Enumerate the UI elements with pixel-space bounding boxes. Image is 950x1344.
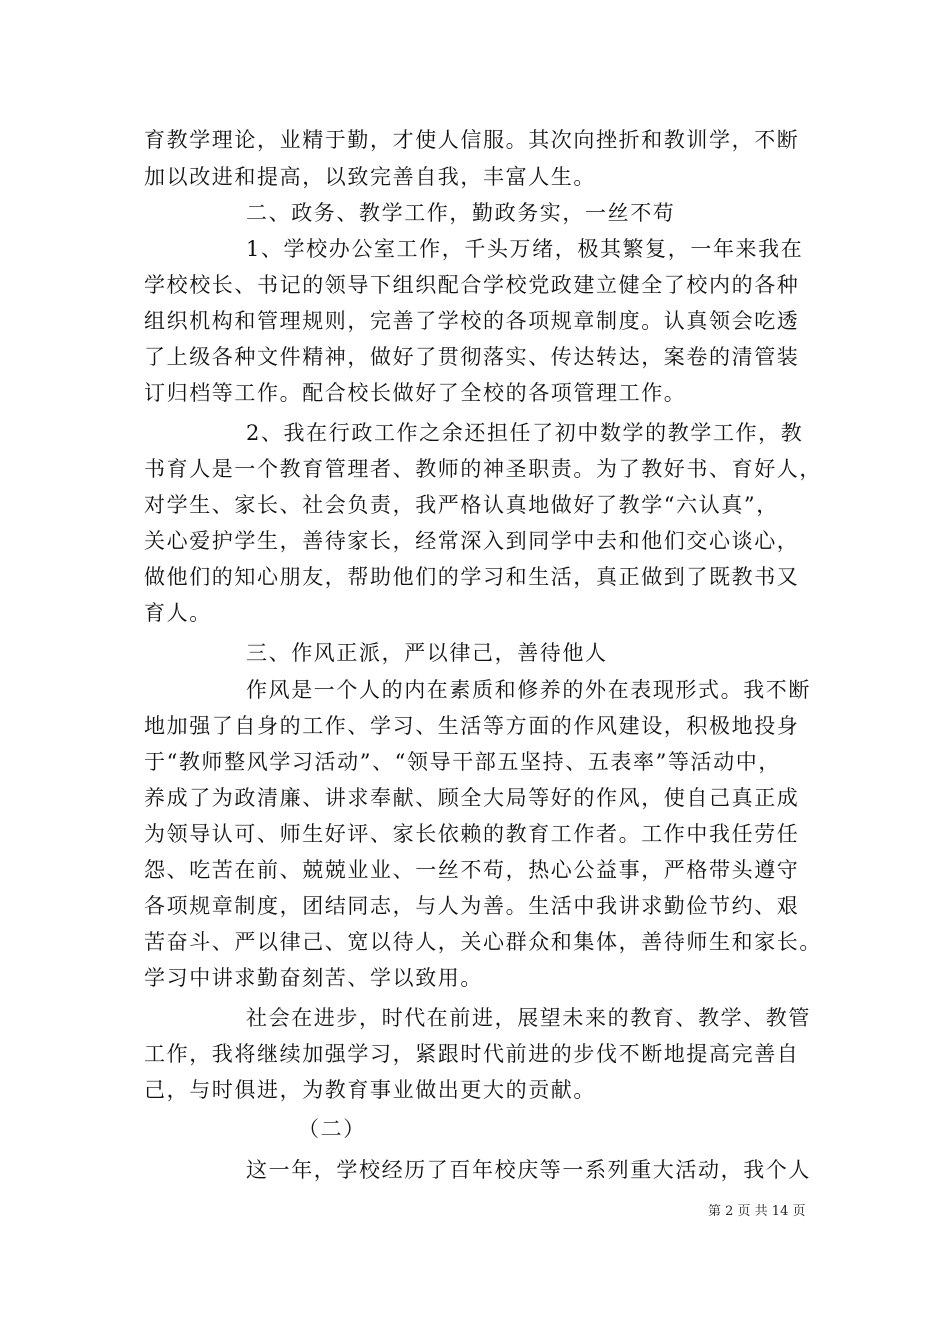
section-number: （二） — [298, 1117, 366, 1141]
text-line: 各项规章制度，团结同志，与人为善。生活中我讲求勤俭节约、艰 — [144, 894, 800, 918]
text-line: 组织机构和管理规则，完善了学校的各项规章制度。认真领会吃透 — [144, 309, 800, 333]
text-line: 己，与时俱进，为教育事业做出更大的贡献。 — [144, 1078, 596, 1102]
text-line: 工作，我将继续加强学习，紧跟时代前进的步伐不断地提高完善自 — [144, 1042, 800, 1066]
section-heading: 三、作风正派，严以律己，善待他人 — [246, 641, 608, 665]
text-line: 订归档等工作。配合校长做好了全校的各项管理工作。 — [144, 381, 687, 405]
text-line: 加以改进和提高，以致完善自我，丰富人生。 — [144, 165, 596, 189]
text-line: 2、我在行政工作之余还担任了初中数学的教学工作，教 — [246, 421, 804, 445]
page-number-footer: 第 2 页 共 14 页 — [708, 1204, 806, 1219]
text-line: 对学生、家长、社会负责，我严格认真地做好了教学“六认真”， — [144, 493, 779, 517]
text-line: 作风是一个人的内在素质和修养的外在表现形式。我不断 — [246, 678, 811, 702]
text-line: 为领导认可、师生好评、家长依赖的教育工作者。工作中我任劳任 — [144, 822, 800, 846]
text-line: 关心爱护学生，善待家长，经常深入到同学中去和他们交心谈心， — [144, 529, 800, 553]
text-line: 怨、吃苦在前、兢兢业业、一丝不苟，热心公益事，严格带头遵守 — [144, 858, 800, 882]
text-line: 于“教师整风学习活动”、“领导干部五坚持、五表率”等活动中， — [144, 750, 781, 774]
text-line: 了上级各种文件精神，做好了贯彻落实、传达转达，案卷的清管装 — [144, 345, 800, 369]
text-line: 1、学校办公室工作，千头万绪，极其繁复，一年来我在 — [246, 237, 804, 261]
text-line: 这一年，学校经历了百年校庆等一系列重大活动，我个人 — [246, 1158, 811, 1182]
text-line: 苦奋斗、严以律己、宽以待人，关心群众和集体，善待师生和家长。 — [144, 930, 822, 954]
text-line: 书育人是一个教育管理者、教师的神圣职责。为了教好书、育好人， — [144, 457, 822, 481]
text-line: 育教学理论，业精于勤，才使人信服。其次向挫折和教训学，不断 — [144, 128, 800, 152]
text-line: 做他们的知心朋友，帮助他们的学习和生活，真正做到了既教书又 — [144, 565, 800, 589]
text-line: 育人。 — [144, 601, 212, 625]
text-line: 学校校长、书记的领导下组织配合学校党政建立健全了校内的各种 — [144, 273, 800, 297]
text-line: 学习中讲求勤奋刻苦、学以致用。 — [144, 966, 483, 990]
section-heading: 二、政务、教学工作，勤政务实，一丝不苟 — [246, 201, 676, 225]
text-line: 地加强了自身的工作、学习、生活等方面的作风建设，积极地投身 — [144, 714, 800, 738]
text-line: 社会在进步，时代在前进，展望未来的教育、教学、教管 — [246, 1006, 811, 1030]
text-line: 养成了为政清廉、讲求奉献、顾全大局等好的作风，使自己真正成 — [144, 786, 800, 810]
